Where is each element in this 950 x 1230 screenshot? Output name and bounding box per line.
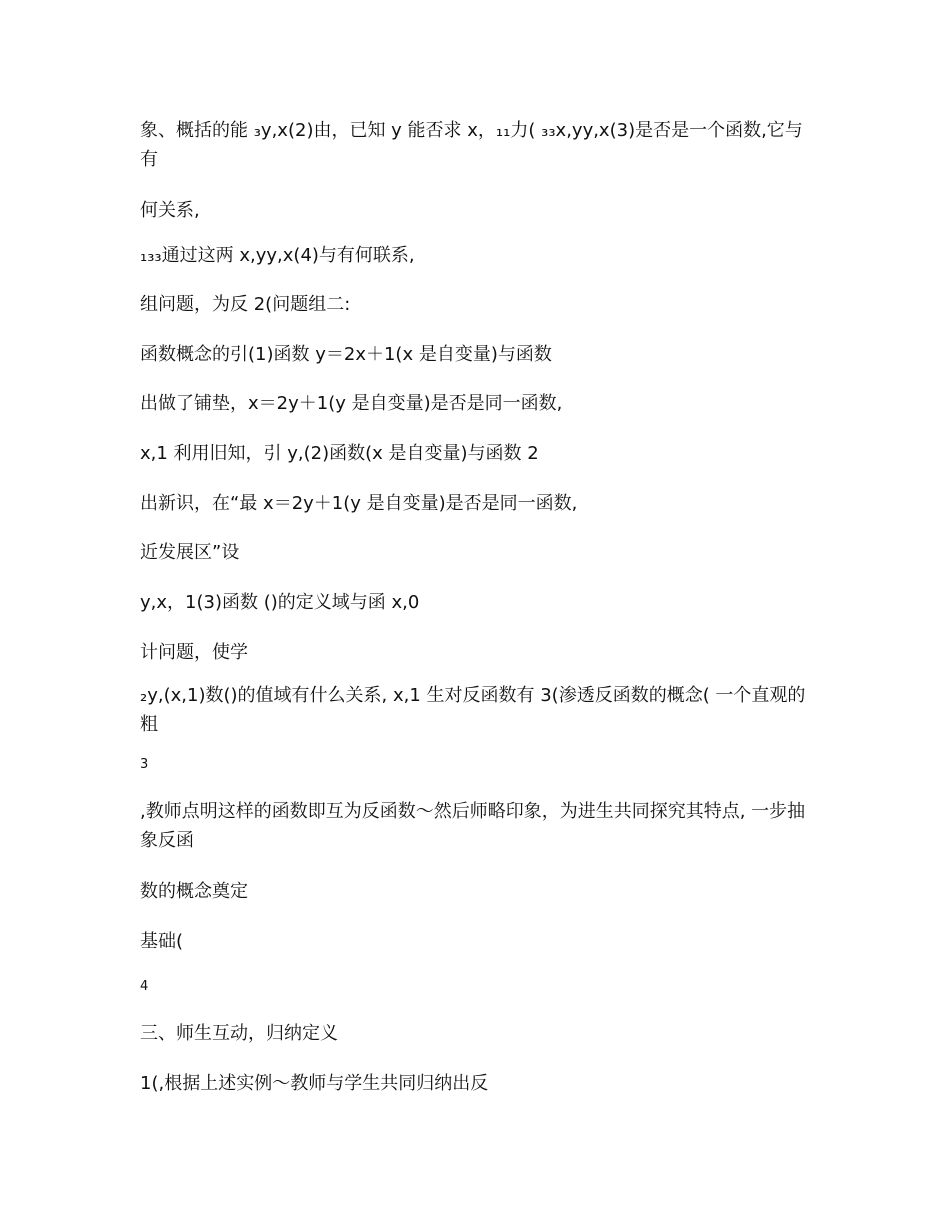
text-line-14: ,教师点明这样的函数即互为反函数～然后师略印象，为进生共同探究其特点, 一步抽象反函 xyxy=(140,801,806,851)
text-line-10: y,x，1(3)函数 ()的定义域与函 x,0 xyxy=(140,592,420,613)
text-line-5: 函数概念的引(1)函数 y＝2x＋1(x 是自变量)与函数 xyxy=(140,344,552,365)
text-line-4: 组问题，为反 2(问题组二: xyxy=(140,294,351,315)
text-line-17: 4 xyxy=(140,979,149,994)
text-line-15: 数的概念奠定 xyxy=(140,881,248,902)
text-line-6: 出做了铺垫，x＝2y＋1(y 是自变量)是否是同一函数, xyxy=(140,393,563,414)
text-line-2: 何关系, xyxy=(140,200,200,221)
text-line-19: 1(,根据上述实例～教师与学生共同归纳出反 xyxy=(140,1073,489,1094)
text-line-16: 基础( xyxy=(140,931,184,952)
text-line-7: x,1 利用旧知，引 y,(2)函数(x 是自变量)与函数 2 xyxy=(140,443,539,464)
text-line-9: 近发展区”设 xyxy=(140,542,240,563)
text-line-1: 象、概括的能 ₃y,x(2)由，已知 y 能否求 x，₁₁力( ₃₃x,yy,x(3)是否是一个函数,它与有 xyxy=(140,120,803,170)
text-line-12: ₂y,(x,1)数()的值域有什么关系, x,1 生对反函数有 3(渗透反函数的概念( 一个直观的粗 xyxy=(140,685,806,735)
text-line-3: ₁₃₃通过这两 x,yy,x(4)与有何联系, xyxy=(140,245,415,266)
text-line-11: 计问题，使学 xyxy=(140,642,248,663)
text-line-13: 3 xyxy=(140,757,149,772)
text-line-8: 出新识，在“最 x＝2y＋1(y 是自变量)是否是同一函数, xyxy=(140,493,578,514)
text-line-18: 三、师生互动，归纳定义 xyxy=(140,1023,338,1044)
